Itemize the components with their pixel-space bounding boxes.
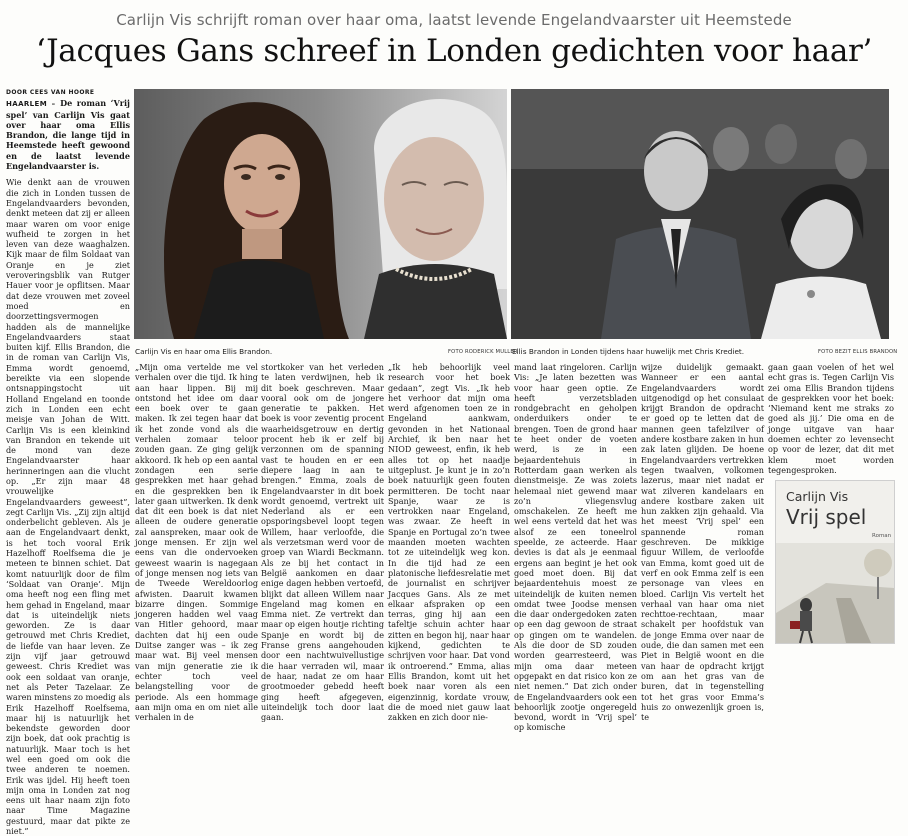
book-cover-illustration xyxy=(776,543,894,643)
book-author: Carlijn Vis xyxy=(786,489,849,504)
photo-illustration xyxy=(511,89,889,339)
column-5 xyxy=(514,362,637,733)
kicker: Carlijn Vis schrijft roman over haar oma, laatst levende Engelandvaarster uit Heemstede xyxy=(116,11,792,29)
column-7 xyxy=(768,362,894,474)
column-2 xyxy=(135,362,258,723)
dateline: HAARLEM – xyxy=(6,100,56,109)
photo1-credit: FOTO RODERICK MULLER xyxy=(448,349,518,355)
article-text-col5: mand laat ringeloren. Carlijn Vis: „Je laten bezetten was voor haar geen optie. Ze heeft verzetsbladen rondgebracht en geholpen onderduikers onder te brengen. Toen de grond haar te heet onder de voeten werd, is ze in een bejaardentehuis in Rotterdam gaan werken als dienstmeisje. Ze was zoiets helemaal niet gewend maar zo’n vliegensvlug omschakelen. Ze heeft me wel eens verteld dat het was alsof ze een toneelrol speelde, ze acteerde. Haar devies is dat als je eenmaal ergens aan begint je het ook goed moet doen. Bij dat bejaardentehuis moest ze uiteindelijk de kuiten nemen omdat twee Joodse mensen die daar ondergedoken zaten op een dag gewoon de straat op gingen om te wandelen. Als die door de SD zouden worden gearresteerd, was mijn oma daar meteen opgepakt en dat risico kon ze niet nemen.” Dat zich onder de Engelandvaarders ook een behoorlijk zootje ongeregeld bevond, wordt in ‘Vrij spel’ op komische xyxy=(514,362,637,733)
column-3 xyxy=(261,362,384,723)
article-text-col6: wijze duidelijk gemaakt. Wanneer er een aantal Engelandvaarders wordt uitgenodigd op het consulaat krijgt Brandon de opdracht er goed op te letten dat de mannen geen tafelzilver of andere kostbare zaken in hun zak laten glijden. De hoene Engelandvaarders vertrekken tegen twaalven, volkomen lazerus, maar niet nadat er wat zilveren kandelaars en andere kostbare zaken uit hun zakken zijn gehaald. Via het meest ‘Vrij spel’ een spannende roman geschreven. De mikkige figuur Willem, de verloofde van Emma, komt goed uit de verf en ook Emma zelf is een personage van vlees en bloed. Carlijn Vis vertelt het verhaal van haar oma niet rechttoe-rechtaan, maar schakelt per hoofdstuk van de jonge Emma over naar de oude, die dan samen met een Piet in België woont en die van haar de opdracht krijgt om aan het gras van de buren, dat in tegenstelling tot het gras voor Emma’s huis zo onwezenlijk groen is, te xyxy=(641,362,764,723)
column-4 xyxy=(388,362,510,723)
photo1-caption: Carlijn Vis en haar oma Ellis Brandon. xyxy=(135,347,273,356)
photo-illustration xyxy=(134,89,507,339)
byline: DOOR CEES VAN HOORE xyxy=(6,89,95,96)
book-cover xyxy=(775,480,895,644)
lead-text: De roman ‘Vrij spel’ van Carlijn Vis gaat over haar oma Ellis Brandon, die lange tijd in Heemstede heeft gewoond en de laatst levende Engelandvaarster is. xyxy=(6,98,130,172)
book-genre: Roman xyxy=(872,533,892,539)
photo-carlijn-and-grandmother xyxy=(134,89,507,339)
photo-wedding xyxy=(511,89,889,339)
photo2-caption: Ellis Brandon in Londen tijdens haar huwelijk met Chris Krediet. xyxy=(512,347,745,356)
article-text-col2: „Mijn oma vertelde me vel verhalen over die tijd. Ik hing aan haar lippen. Bij mij ontstond het idee om daar een boek over te gaan maken. Ik zei tegen haar dat ik het zonde vond als die verhalen zomaar teloor zouden gaan. Ze ging gelijk akkoord. Ik heb op een aantal zondagen een serie gesprekken met haar gehad en die gesprekken ben ik later gaan uitwerken. Ik denk dat dit een boek is dat niet alleen de oudere generatie zal aanspreken, maar ook de jonge mensen. Er zijn wel eens van die ondervoeken geweest waarin is nagegaan of jonge mensen nog iets van de Tweede Wereldoorlog afwisten. Daaruit kwamen bizarre dingen. Sommige jongeren hadden wel vaag van Hitler gehoord, maar dachten dat hij een oude Duitse zanger was – ik zeg maar wat. Bij veel mensen van mijn generatie zie ik echter toch veel belangstelling voor de periode. Als een hommage aan mijn oma en om niet alle verhalen in de xyxy=(135,362,258,723)
headline: ‘Jacques Gans schreef in Londen gedichten voor haar’ xyxy=(35,33,873,69)
column-1 xyxy=(6,88,130,836)
book-title: Vrij spel xyxy=(786,505,867,529)
article-text-col3: stortkoker van het verleden te laten verdwijnen, heb ik dit boek geschreven. Maar vooral ook om de jongere generatie te pakken. Het boek is voor zeventig procent waarheidsgetrouw en dertig procent heb ik er zelf bij verzonnen om de spanning vast te houden en er een diepere laag in aan te brengen.” Emma, zoals de Engelandvaarster in dit boek wordt genoemd, vertrekt uit Nederland als er een opsporingsbevel loopt tegen Willem, haar verloofde, die als verzetsman werd voor de groep van Wiardi Beckmann. Als ze bij het contact in België aankomen en daar enige dagen hebben vertoefd, blijkt dat alleen Willem naar Engeland mag komen en Emma niet. Ze vertrekt dan maar op eigen houtje richting Spanje en wordt bij de Franse grens aangehouden door een nachtwuivellustige die haar verraden wil, maar de haar, nadat ze om haar grootmoeder gebedd heeft ging heeft afgegeven, uiteindelijk toch door laat gaan. xyxy=(261,362,384,723)
article-text-col1: Wie denkt aan de vrouwen die zich in Londen tussen de Engelandvaarders bevonden, denkt meteen dat zij er alleen maar waren om voor enige wufheid te zorgen in het leven van deze waaghalzen. Kijk maar de film Soldaat van Oranje en je ziet veroveringsblik van Rutger Hauer voor je opflitsen. Maar dat deze vrouwen met zoveel moed en doorzettingsvermogen hadden als de mannelijke Engelandvaarders staat buiten kijf. Ellis Brandon, die in de roman van Carlijn Vis, Emma wordt genoemd, bereikte via een slopende ontsnappingstocht uit Holland Engeland en toonde zich in Londen een echt meisje van Johan de Witt. Carlijn Vis is een kleinkind van Brandon en tekende uit de mond van deze Engelandvaarster haar herinneringen aan die vlucht op. „Er zijn maar 48 vrouwelijke Engelandvaarders geweest”, zegt Carlijn Vis. „Zij zijn altijd onderbelicht gebleven. Als je aan de Engelandvaart denkt, is het toch vooral Erik Hazelhoff Roelfsema die je meteen te binnen schiet. Dat komt natuurlijk door de film ‘Soldaat van Oranje’. Mijn oma heeft nog een fling met hem gehad in Engeland, maar dat is uiteindelijk niets geworden. Ze is daar getrouwd met Chris Krediet, de liefde van haar leven. Ze zijn vijf jaar getrouwd geweest. Chris Krediet was ook een soldaat van oranje, net als Peter Tazelaar. Ze waren minstens zo moedig als Erik Hazelhoff Roelfsema, maar hij is natuurlijk het bekendste geworden door zijn boek, dat ook prachtig is natuurlijk. Maar toch is het wel een goed om ook die twee anderen te noemen. Erik was ijdel. Hij heeft toen mijn oma in Londen zat nog eens uit haar naam zijn foto naar Time Magazine gestuurd, maar dat pikte ze niet.” xyxy=(6,177,130,836)
lead-paragraph xyxy=(6,98,130,171)
article-text-col7: gaan gaan voelen of het wel echt gras is. Tegen Carlijn Vis zei oma Ellis Brandon tijdens de gesprekken voor het boek: ‘Niemand kent me straks zo goed als jij.’ Die oma en de jonge uitgave van haar doemen echter zo levensecht op voor de lezer, dat dit met klem moet worden tegengesproken. xyxy=(768,362,894,475)
photo2-credit: FOTO BEZIT ELLIS BRANDON xyxy=(818,349,898,355)
article-text-col4: „Ik heb behoorlijk veel research voor het boek gedaan”, zegt Vis. „Ik heb het verhoor dat mijn oma werd afgenomen toen ze in Engeland aankwam, gevonden in het Nationaal Archief, ik ben naar het NIOD geweest, enfin, ik heb alles tot op het naadje uitgeplust. Je kunt je in zo’n boek natuurlijk geen fouten permitteren. De tocht naar Spanje, waar ze is vertrokken naar Engeland, was zwaar. Ze heeft in Spanje en Portugal zo’n twee maanden moeten wachten tot ze uiteindelijk weg kon. In die tijd had ze een platonische liefdesrelatie met de journalist en schrijver Jacques Gans. Als ze met elkaar afspraken op een terras, ging hij aan een tafeltje schuin achter haar zitten en begon hij, naar haar kijkend, gedichten te schrijven voor haar. Dat vond ik ontroerend.” Emma, alias Ellis Brandon, komt uit het boek naar voren als een eigenzinnig, kordate vrouw, die de moed niet gauw laat zakken en zich door nie- xyxy=(388,362,510,723)
column-6 xyxy=(641,362,764,723)
